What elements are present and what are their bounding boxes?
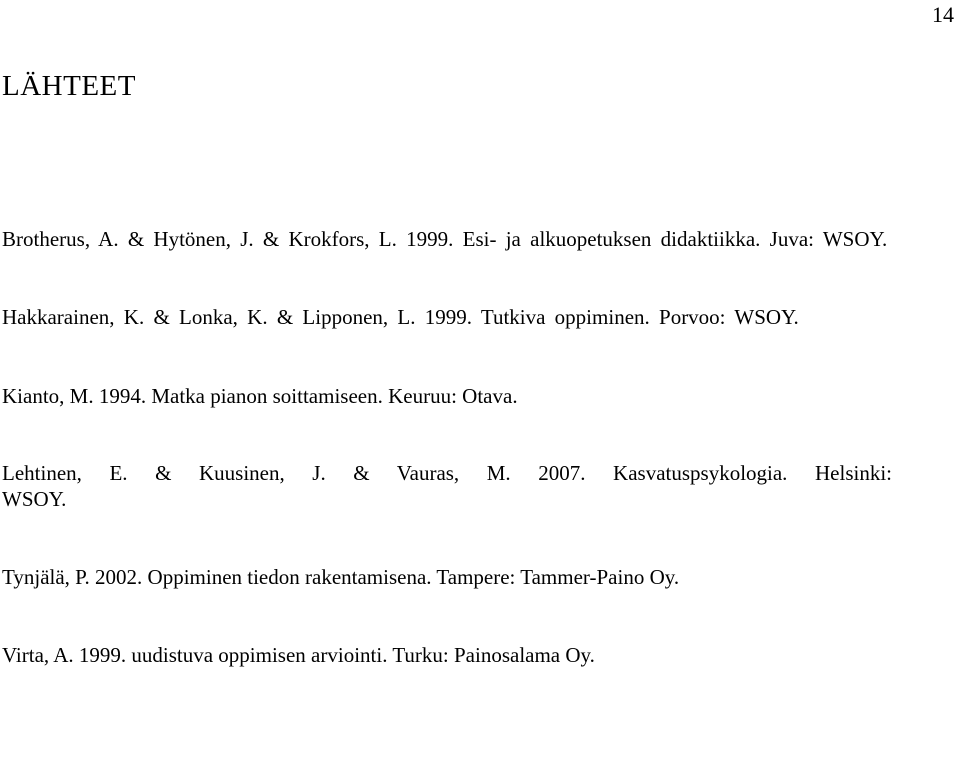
reference-item: Hakkarainen, K. & Lonka, K. & Lipponen, L. 1999. Tutkiva oppiminen. Porvoo: WSOY.	[2, 305, 799, 329]
reference-list	[2, 226, 892, 668]
page-number: 14	[932, 2, 954, 27]
page-title: LÄHTEET	[2, 70, 136, 102]
reference-item: Lehtinen, E. & Kuusinen, J. & Vauras, M. 2007. Kasvatuspsykologia. Helsinki: WSOY.	[2, 461, 892, 511]
reference-item: Kianto, M. 1994. Matka pianon soittamiseen. Keuruu: Otava.	[2, 384, 518, 408]
reference-item: Tynjälä, P. 2002. Oppiminen tiedon rakentamisena. Tampere: Tammer-Paino Oy.	[2, 565, 680, 589]
reference-item: Virta, A. 1999. uudistuva oppimisen arviointi. Turku: Painosalama Oy.	[2, 643, 595, 667]
reference-item: Brotherus, A. & Hytönen, J. & Krokfors, L. 1999. Esi- ja alkuopetuksen didaktiikka. Juva: WSOY.	[2, 227, 888, 251]
